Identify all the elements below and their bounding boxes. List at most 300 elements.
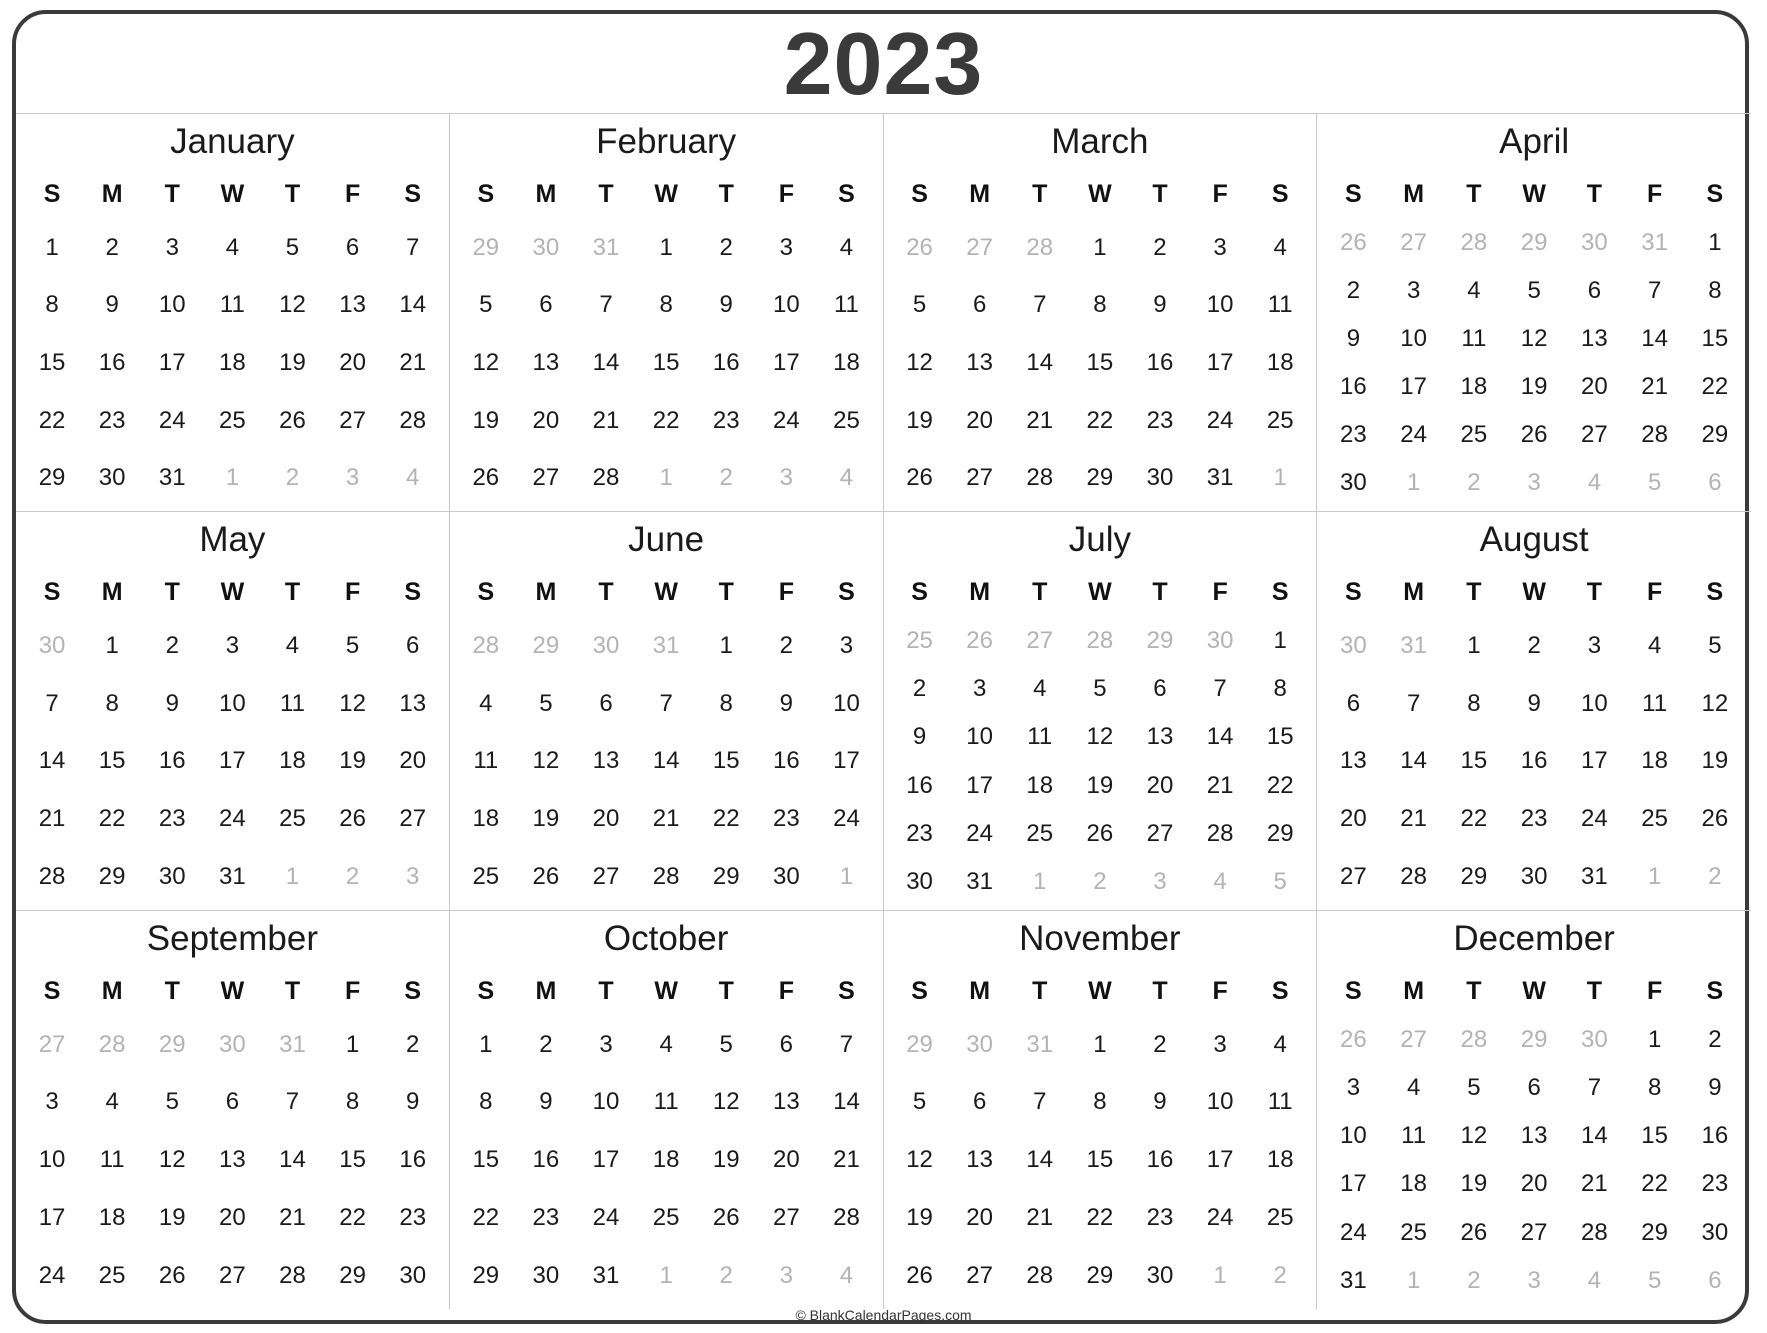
day-cell: 8	[1708, 277, 1722, 305]
weekday-label: S	[43, 976, 61, 1005]
day-cell: 24	[219, 805, 246, 833]
weekday-label: M	[535, 976, 557, 1005]
adjacent-month-day: 26	[1340, 1025, 1367, 1053]
day-cell: 4	[659, 1030, 673, 1058]
day-cell: 26	[158, 1262, 186, 1290]
day-cell: 9	[779, 689, 794, 717]
day-cell: 8	[105, 689, 119, 717]
day-cell: 20	[339, 349, 366, 377]
day-cell: 23	[712, 406, 740, 434]
weekday-header	[456, 567, 877, 617]
day-cell: 31	[966, 867, 993, 895]
day-cell: 28	[1026, 1262, 1054, 1290]
weekday-label: M	[969, 578, 991, 607]
day-cell: 3	[779, 233, 794, 261]
day-cell: 19	[1460, 1170, 1488, 1198]
adjacent-month-day: 29	[1520, 229, 1548, 257]
weekday-label: M	[969, 180, 991, 208]
adjacent-month-day: 1	[285, 862, 300, 890]
day-cell: 29	[1086, 464, 1114, 492]
weekday-label: W	[1088, 180, 1112, 208]
day-cell: 10	[1340, 1122, 1367, 1150]
day-cell: 29	[1460, 862, 1488, 890]
weekday-header	[456, 169, 877, 219]
day-cell: 9	[105, 291, 119, 319]
day-cell: 18	[1026, 771, 1054, 799]
day-cell: 30	[399, 1262, 427, 1290]
adjacent-month-day: 28	[1086, 627, 1114, 655]
adjacent-month-day: 30	[38, 632, 66, 660]
weekday-label: S	[477, 976, 495, 1005]
adjacent-month-day: 27	[1400, 1025, 1427, 1053]
weekday-label: S	[838, 976, 855, 1005]
day-cell: 13	[1340, 747, 1367, 775]
day-cell: 24	[592, 1204, 620, 1232]
day-cell: 12	[906, 349, 933, 377]
day-cell: 10	[1206, 1088, 1234, 1116]
weekday-label: M	[101, 976, 123, 1005]
day-cell: 5	[1708, 632, 1722, 660]
adjacent-month-day: 30	[1340, 632, 1367, 660]
day-cell: 15	[38, 349, 66, 377]
day-cell: 2	[539, 1030, 553, 1058]
day-cell: 8	[1273, 675, 1287, 703]
weekday-label: S	[838, 578, 855, 607]
weekday-label: T	[1032, 976, 1048, 1005]
day-grid	[22, 1016, 443, 1305]
day-cell: 19	[1701, 747, 1729, 775]
day-cell: 12	[472, 349, 500, 377]
day-grid	[890, 219, 1311, 507]
weekday-label: S	[477, 578, 495, 607]
adjacent-month-day: 31	[592, 233, 620, 261]
month-november	[884, 911, 1318, 1309]
day-cell: 26	[1086, 819, 1114, 847]
weekday-label: F	[1212, 578, 1228, 607]
day-cell: 13	[219, 1146, 246, 1174]
day-cell: 19	[1086, 771, 1114, 799]
day-cell: 16	[399, 1146, 427, 1174]
day-cell: 21	[279, 1204, 306, 1232]
adjacent-month-day: 28	[1026, 233, 1054, 261]
day-cell: 26	[472, 464, 500, 492]
adjacent-month-day: 2	[285, 464, 300, 492]
day-cell: 12	[158, 1146, 186, 1174]
day-cell: 13	[1520, 1122, 1548, 1150]
day-cell: 2	[105, 233, 119, 261]
day-cell: 7	[839, 1030, 854, 1058]
weekday-label: S	[1706, 578, 1724, 607]
day-cell: 11	[219, 291, 245, 319]
adjacent-month-day: 4	[839, 464, 854, 492]
day-cell: 12	[339, 689, 366, 717]
adjacent-month-day: 30	[592, 632, 620, 660]
day-cell: 28	[833, 1204, 860, 1232]
weekday-label: T	[164, 180, 180, 208]
month-name: July	[1068, 520, 1131, 560]
day-cell: 30	[906, 867, 933, 895]
month-name: February	[596, 122, 737, 161]
weekday-label: T	[1152, 578, 1168, 607]
adjacent-month-day: 4	[1587, 469, 1602, 497]
day-cell: 20	[1340, 805, 1367, 833]
day-cell: 13	[772, 1088, 800, 1116]
day-cell: 23	[1520, 805, 1548, 833]
weekday-label: T	[164, 578, 180, 607]
weekday-label: T	[1152, 180, 1168, 208]
day-cell: 20	[1520, 1170, 1548, 1198]
day-cell: 18	[279, 747, 306, 775]
day-cell: 25	[219, 406, 246, 434]
month-december	[1317, 911, 1751, 1309]
day-cell: 17	[966, 771, 993, 799]
weekday-label: W	[220, 180, 245, 208]
day-cell: 10	[158, 291, 186, 319]
day-cell: 3	[972, 675, 987, 703]
day-cell: 16	[1146, 1146, 1174, 1174]
day-cell: 8	[1467, 689, 1481, 717]
day-cell: 14	[1206, 723, 1234, 751]
day-cell: 25	[1460, 421, 1488, 449]
weekday-label: S	[404, 180, 422, 208]
day-cell: 23	[1340, 421, 1367, 449]
day-cell: 1	[1093, 233, 1107, 261]
day-cell: 19	[712, 1146, 740, 1174]
day-cell: 28	[279, 1262, 306, 1290]
weekday-label: M	[101, 578, 123, 607]
day-cell: 29	[38, 464, 66, 492]
month-september	[16, 911, 450, 1309]
day-cell: 13	[1146, 723, 1174, 751]
day-cell: 18	[1266, 349, 1294, 377]
weekday-label: S	[1271, 976, 1289, 1005]
day-cell: 3	[839, 632, 854, 660]
adjacent-month-day: 5	[1647, 1266, 1662, 1294]
day-cell: 30	[532, 1262, 560, 1290]
day-cell: 27	[1146, 819, 1174, 847]
day-cell: 29	[98, 862, 126, 890]
day-cell: 20	[592, 805, 620, 833]
day-cell: 11	[1642, 689, 1668, 717]
day-cell: 12	[1086, 723, 1114, 751]
day-cell: 21	[38, 805, 66, 833]
day-cell: 14	[38, 747, 66, 775]
day-cell: 30	[1146, 464, 1174, 492]
adjacent-month-day: 1	[1213, 1262, 1227, 1290]
day-cell: 13	[1581, 325, 1608, 353]
day-cell: 14	[279, 1146, 306, 1174]
day-cell: 15	[1086, 1146, 1114, 1174]
adjacent-month-day: 3	[1153, 867, 1167, 895]
day-cell: 12	[1520, 325, 1548, 353]
day-cell: 26	[532, 862, 560, 890]
weekday-label: W	[654, 976, 678, 1005]
day-cell: 15	[1460, 747, 1488, 775]
adjacent-month-day: 27	[1026, 627, 1054, 655]
weekday-label: S	[43, 578, 61, 607]
day-cell: 27	[1520, 1218, 1548, 1246]
adjacent-month-day: 29	[906, 1030, 933, 1058]
month-name: May	[199, 520, 266, 560]
day-cell: 7	[1587, 1073, 1602, 1101]
weekday-label: M	[969, 976, 991, 1005]
weekday-label: S	[1271, 578, 1289, 607]
adjacent-month-day: 6	[1708, 469, 1722, 497]
day-cell: 16	[1146, 349, 1174, 377]
day-cell: 5	[1467, 1073, 1481, 1101]
day-cell: 26	[279, 406, 306, 434]
day-cell: 23	[772, 805, 800, 833]
adjacent-month-day: 29	[1520, 1025, 1548, 1053]
adjacent-month-day: 28	[1460, 1025, 1488, 1053]
day-cell: 5	[165, 1088, 179, 1116]
day-cell: 26	[1460, 1218, 1488, 1246]
day-cell: 15	[472, 1146, 500, 1174]
day-cell: 9	[406, 1088, 420, 1116]
day-cell: 24	[1581, 805, 1608, 833]
day-cell: 11	[1027, 723, 1053, 751]
adjacent-month-day: 29	[158, 1030, 186, 1058]
day-cell: 24	[38, 1262, 66, 1290]
day-cell: 11	[1267, 1088, 1293, 1116]
day-cell: 1	[1273, 627, 1287, 655]
weekday-label: F	[778, 578, 794, 607]
day-cell: 18	[1266, 1146, 1294, 1174]
year-title: 2023	[783, 14, 984, 113]
month-april	[1317, 114, 1751, 512]
weekday-label: T	[1586, 180, 1603, 208]
day-cell: 20	[1146, 771, 1174, 799]
day-cell: 3	[1587, 632, 1602, 660]
day-cell: 7	[45, 689, 59, 717]
weekday-label: S	[404, 976, 422, 1005]
weekday-label: M	[1403, 578, 1425, 607]
day-cell: 6	[539, 291, 553, 319]
adjacent-month-day: 1	[659, 464, 673, 492]
day-cell: 31	[1581, 862, 1608, 890]
day-cell: 14	[1581, 1122, 1608, 1150]
day-cell: 5	[912, 1088, 927, 1116]
day-cell: 24	[833, 805, 860, 833]
weekday-label: W	[654, 578, 678, 607]
day-cell: 17	[833, 747, 860, 775]
day-cell: 11	[653, 1088, 679, 1116]
weekday-label: S	[1345, 578, 1362, 607]
weekday-header	[890, 169, 1311, 219]
day-cell: 30	[158, 862, 186, 890]
day-grid	[456, 617, 877, 905]
weekday-label: T	[718, 180, 734, 208]
day-cell: 21	[399, 349, 427, 377]
adjacent-month-day: 2	[719, 464, 733, 492]
weekday-label: S	[1345, 180, 1362, 208]
adjacent-month-day: 29	[1146, 627, 1174, 655]
day-cell: 28	[1206, 819, 1234, 847]
day-cell: 14	[1400, 747, 1427, 775]
day-cell: 4	[105, 1088, 119, 1116]
day-cell: 3	[1406, 277, 1421, 305]
adjacent-month-day: 3	[779, 464, 794, 492]
adjacent-month-day: 31	[1026, 1030, 1054, 1058]
month-may	[16, 512, 450, 910]
day-cell: 19	[158, 1204, 186, 1232]
day-cell: 24	[1206, 406, 1234, 434]
day-grid	[890, 1016, 1311, 1305]
weekday-label: W	[1522, 976, 1546, 1005]
month-name: September	[146, 918, 318, 958]
weekday-label: M	[1403, 180, 1425, 208]
day-cell: 16	[712, 349, 740, 377]
day-cell: 6	[972, 291, 987, 319]
day-cell: 8	[1093, 291, 1107, 319]
day-cell: 21	[1026, 1204, 1054, 1232]
day-cell: 12	[1701, 689, 1729, 717]
day-cell: 6	[1153, 675, 1167, 703]
day-cell: 12	[1460, 1122, 1488, 1150]
weekday-label: F	[344, 578, 361, 607]
adjacent-month-day: 6	[1708, 1266, 1722, 1294]
day-cell: 2	[1708, 1025, 1722, 1053]
day-cell: 6	[972, 1088, 987, 1116]
day-cell: 28	[1641, 421, 1668, 449]
day-cell: 21	[652, 805, 680, 833]
day-cell: 1	[1093, 1030, 1107, 1058]
day-grid	[890, 617, 1311, 905]
day-cell: 8	[45, 291, 59, 319]
weekday-header	[22, 966, 443, 1016]
adjacent-month-day: 30	[219, 1030, 246, 1058]
day-cell: 6	[779, 1030, 794, 1058]
weekday-label: T	[598, 578, 614, 607]
day-cell: 6	[345, 233, 360, 261]
day-cell: 28	[1026, 464, 1054, 492]
day-grid	[456, 1016, 877, 1305]
day-cell: 9	[912, 723, 927, 751]
day-cell: 14	[1026, 1146, 1054, 1174]
day-cell: 25	[1266, 406, 1294, 434]
day-cell: 18	[98, 1204, 126, 1232]
adjacent-month-day: 3	[1527, 1266, 1541, 1294]
day-cell: 13	[399, 689, 427, 717]
weekday-header	[890, 966, 1311, 1016]
day-cell: 9	[1346, 325, 1361, 353]
weekday-label: T	[1466, 180, 1482, 208]
adjacent-month-day: 2	[1467, 1266, 1481, 1294]
day-cell: 28	[38, 862, 66, 890]
day-cell: 25	[1266, 1204, 1294, 1232]
day-cell: 18	[833, 349, 860, 377]
day-cell: 30	[1520, 862, 1548, 890]
day-cell: 30	[98, 464, 126, 492]
day-cell: 7	[659, 689, 673, 717]
month-june	[450, 512, 884, 910]
day-cell: 22	[38, 406, 66, 434]
day-grid	[1323, 617, 1745, 905]
day-cell: 5	[539, 689, 553, 717]
day-cell: 22	[1641, 1170, 1668, 1198]
weekday-label: F	[1646, 578, 1663, 607]
day-grid	[1323, 1016, 1745, 1305]
day-cell: 16	[98, 349, 126, 377]
day-cell: 1	[479, 1030, 493, 1058]
day-cell: 23	[906, 819, 933, 847]
month-name: January	[170, 122, 295, 161]
day-cell: 18	[1641, 747, 1668, 775]
weekday-label: T	[1032, 578, 1048, 607]
day-cell: 15	[98, 747, 126, 775]
month-name: June	[628, 520, 705, 560]
day-cell: 5	[1093, 675, 1107, 703]
day-cell: 1	[719, 632, 733, 660]
adjacent-month-day: 28	[1460, 229, 1488, 257]
day-cell: 22	[1086, 406, 1114, 434]
weekday-label: T	[164, 976, 180, 1005]
day-cell: 24	[158, 406, 186, 434]
day-cell: 6	[1527, 1073, 1541, 1101]
day-cell: 4	[1273, 233, 1287, 261]
day-cell: 8	[1093, 1088, 1107, 1116]
weekday-label: F	[778, 976, 794, 1005]
day-cell: 17	[772, 349, 800, 377]
day-cell: 25	[652, 1204, 680, 1232]
adjacent-month-day: 30	[966, 1030, 993, 1058]
day-cell: 28	[1581, 1218, 1608, 1246]
weekday-header	[22, 567, 443, 617]
adjacent-month-day: 30	[1206, 627, 1234, 655]
weekday-label: W	[220, 578, 245, 607]
weekday-header	[22, 169, 443, 219]
day-cell: 5	[912, 291, 927, 319]
day-cell: 12	[712, 1088, 740, 1116]
adjacent-month-day: 27	[1400, 229, 1427, 257]
day-cell: 21	[833, 1146, 860, 1174]
day-cell: 25	[1026, 819, 1054, 847]
day-cell: 18	[652, 1146, 680, 1174]
day-cell: 17	[1340, 1170, 1367, 1198]
day-cell: 14	[833, 1088, 860, 1116]
weekday-label: S	[1345, 976, 1362, 1005]
day-cell: 30	[1701, 1218, 1729, 1246]
day-cell: 27	[339, 406, 366, 434]
day-cell: 5	[719, 1030, 733, 1058]
day-cell: 29	[1266, 819, 1294, 847]
day-cell: 6	[1346, 689, 1361, 717]
adjacent-month-day: 3	[345, 464, 360, 492]
weekday-label: T	[718, 578, 734, 607]
day-cell: 20	[966, 1204, 993, 1232]
weekday-label: T	[598, 976, 614, 1005]
day-cell: 19	[339, 747, 366, 775]
weekday-label: S	[477, 180, 495, 208]
day-cell: 18	[219, 349, 246, 377]
adjacent-month-day: 30	[1581, 1025, 1608, 1053]
weekday-label: S	[1271, 180, 1289, 208]
month-february	[450, 114, 884, 512]
adjacent-month-day: 1	[839, 862, 854, 890]
weekday-label: F	[1646, 976, 1663, 1005]
day-cell: 9	[1153, 291, 1167, 319]
day-cell: 17	[38, 1204, 66, 1232]
day-cell: 9	[539, 1088, 553, 1116]
day-cell: 7	[1033, 291, 1047, 319]
day-cell: 27	[966, 1262, 993, 1290]
day-cell: 7	[406, 233, 420, 261]
month-name: November	[1019, 918, 1181, 958]
day-cell: 25	[472, 862, 500, 890]
day-cell: 24	[1206, 1204, 1234, 1232]
day-cell: 3	[165, 233, 179, 261]
day-cell: 29	[712, 862, 740, 890]
